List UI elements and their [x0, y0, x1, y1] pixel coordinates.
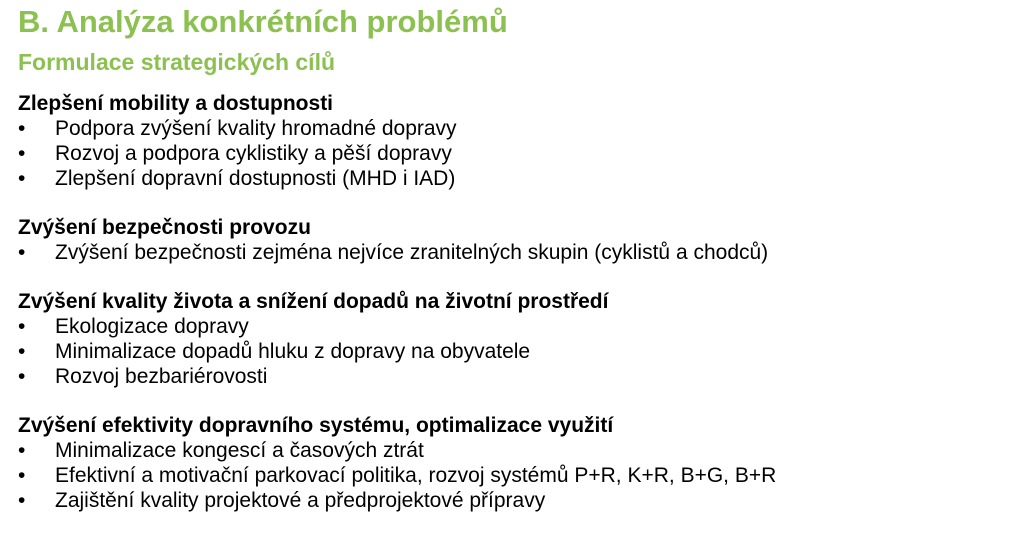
bullet-list [18, 314, 1008, 389]
list-item-text: Ekologizace dopravy [55, 315, 249, 338]
list-item-text: Minimalizace dopadů hluku z dopravy na obyvatele [55, 340, 531, 363]
list-item [18, 339, 1008, 364]
section-heading: Zvýšení kvality života a snížení dopadů na životní prostředí [18, 290, 609, 313]
list-item [18, 141, 1008, 166]
bullet-icon: • [18, 117, 26, 140]
section-quality-of-life [18, 289, 1008, 389]
slide-title: B. Analýza konkrétních problémů [18, 4, 508, 39]
bullet-icon: • [18, 464, 26, 487]
list-item-text: Minimalizace kongescí a časových ztrát [55, 439, 424, 462]
list-item-text: Rozvoj bezbariérovosti [55, 365, 268, 388]
list-item [18, 488, 1008, 513]
section-heading: Zlepšení mobility a dostupnosti [18, 92, 334, 115]
list-item-text: Rozvoj a podpora cyklistiky a pěší dopravy [55, 142, 452, 165]
bullet-icon: • [18, 167, 26, 190]
bullet-icon: • [18, 439, 26, 462]
list-item-text: Efektivní a motivační parkovací politika, rozvoj systémů P+R, K+R, B+G, B+R [55, 464, 777, 487]
list-item [18, 463, 1008, 488]
bullet-list [18, 116, 1008, 191]
section-heading: Zvýšení bezpečnosti provozu [18, 216, 311, 239]
section-safety [18, 215, 1008, 265]
list-item [18, 240, 1008, 265]
section-efficiency [18, 413, 1008, 513]
bullet-icon: • [18, 315, 26, 338]
list-item [18, 116, 1008, 141]
list-item [18, 314, 1008, 339]
slide-subtitle: Formulace strategických cílů [18, 49, 336, 75]
bullet-icon: • [18, 142, 26, 165]
content-area [18, 91, 1008, 537]
bullet-icon: • [18, 241, 26, 264]
list-item-text: Zlepšení dopravní dostupnosti (MHD i IAD) [55, 167, 456, 190]
list-item [18, 438, 1008, 463]
list-item-text: Zvýšení bezpečnosti zejména nejvíce zranitelných skupin (cyklistů a chodců) [55, 241, 769, 264]
bullet-icon: • [18, 340, 26, 363]
list-item [18, 364, 1008, 389]
bullet-list [18, 240, 1008, 265]
section-mobility [18, 91, 1008, 191]
list-item [18, 166, 1008, 191]
bullet-icon: • [18, 489, 26, 512]
bullet-icon: • [18, 365, 26, 388]
section-heading: Zvýšení efektivity dopravního systému, optimalizace využití [18, 414, 614, 437]
list-item-text: Zajištění kvality projektové a předprojektové přípravy [55, 489, 546, 512]
list-item-text: Podpora zvýšení kvality hromadné dopravy [55, 117, 457, 140]
bullet-list [18, 438, 1008, 513]
